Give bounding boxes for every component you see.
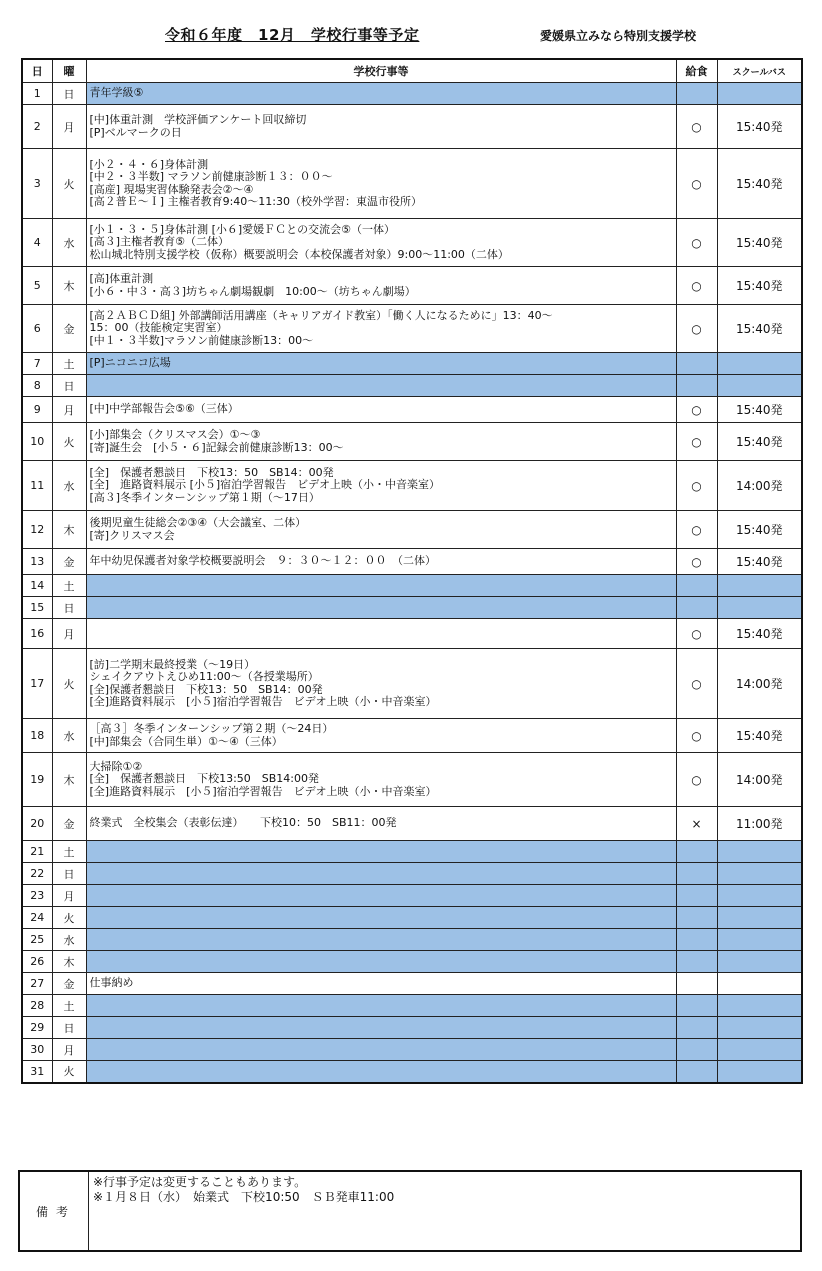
weekday-cell: 土 — [52, 353, 86, 375]
bus-cell — [717, 83, 802, 105]
events-cell: [小]部集会（クリスマス会）①～③ [寄]誕生会 [小５・６]記録会前健康診断13：00～ — [86, 423, 676, 461]
bus-cell — [717, 1061, 802, 1083]
weekday-cell: 月 — [52, 105, 86, 149]
day-cell: 30 — [22, 1039, 52, 1061]
table-row — [22, 219, 802, 267]
meal-cell — [676, 863, 717, 885]
weekday-cell: 日 — [52, 1017, 86, 1039]
events-cell: 終業式 全校集会（表彰伝達） 下校10：50 SB11：00発 — [86, 807, 676, 841]
notes-line: ※行事予定は変更することもあります。 — [93, 1175, 307, 1189]
weekday-cell: 火 — [52, 907, 86, 929]
table-row — [22, 719, 802, 753]
meal-cell: ○ — [676, 397, 717, 423]
weekday-cell: 日 — [52, 83, 86, 105]
weekday-cell: 日 — [52, 863, 86, 885]
events-cell — [86, 375, 676, 397]
meal-cell: ○ — [676, 149, 717, 219]
meal-cell — [676, 353, 717, 375]
weekday-cell: 水 — [52, 219, 86, 267]
day-cell: 25 — [22, 929, 52, 951]
meal-cell: ○ — [676, 423, 717, 461]
weekday-cell: 木 — [52, 267, 86, 305]
meal-cell — [676, 885, 717, 907]
events-cell — [86, 575, 676, 597]
bus-cell — [717, 973, 802, 995]
table-row — [22, 973, 802, 995]
events-cell: 青年学級⑤ — [86, 83, 676, 105]
table-row — [22, 951, 802, 973]
events-cell: 仕事納め — [86, 973, 676, 995]
day-cell: 12 — [22, 511, 52, 549]
bus-cell — [717, 951, 802, 973]
day-cell: 5 — [22, 267, 52, 305]
bus-cell — [717, 375, 802, 397]
bus-cell — [717, 353, 802, 375]
bus-cell — [717, 841, 802, 863]
meal-cell — [676, 597, 717, 619]
bus-cell: 15:40発 — [717, 549, 802, 575]
school-name: 愛媛県立みなら特別支援学校 — [540, 29, 697, 43]
day-cell: 2 — [22, 105, 52, 149]
table-row — [22, 1017, 802, 1039]
day-cell: 13 — [22, 549, 52, 575]
bus-cell: 15:40発 — [717, 511, 802, 549]
day-cell: 1 — [22, 83, 52, 105]
bus-cell — [717, 1017, 802, 1039]
events-cell — [86, 619, 676, 649]
notes-label: 備考 — [20, 1172, 89, 1250]
events-cell — [86, 907, 676, 929]
day-cell: 6 — [22, 305, 52, 353]
events-cell — [86, 1017, 676, 1039]
meal-cell: ○ — [676, 649, 717, 719]
weekday-cell: 火 — [52, 649, 86, 719]
meal-cell: ○ — [676, 105, 717, 149]
events-cell: 後期児童生徒総会②③④（大会議室、二体） [寄]クリスマス会 — [86, 511, 676, 549]
table-row — [22, 807, 802, 841]
weekday-cell: 木 — [52, 753, 86, 807]
weekday-cell: 金 — [52, 973, 86, 995]
table-header-row — [22, 59, 802, 83]
events-cell: [訪]二学期末最終授業（～19日） シェイクアウトえひめ11:00～（各授業場所） [全]保護者懇談日 下校13：50 SB14：00発 [全]進路資料展示 [小５]宿泊学習報告 ビデオ上映（小・中音楽室） — [86, 649, 676, 719]
events-cell — [86, 951, 676, 973]
meal-cell: ○ — [676, 753, 717, 807]
table-row — [22, 423, 802, 461]
weekday-cell: 土 — [52, 575, 86, 597]
events-cell — [86, 841, 676, 863]
bus-cell — [717, 929, 802, 951]
weekday-cell: 金 — [52, 305, 86, 353]
weekday-cell: 月 — [52, 1039, 86, 1061]
table-row — [22, 995, 802, 1017]
weekday-cell: 月 — [52, 619, 86, 649]
header-bus: スクールバス — [717, 59, 802, 83]
meal-cell — [676, 841, 717, 863]
notes-line: ※１月８日（水） 始業式 下校10:50 ＳＢ発車11:00 — [93, 1190, 395, 1204]
events-cell — [86, 597, 676, 619]
table-row — [22, 461, 802, 511]
table-row — [22, 575, 802, 597]
table-row — [22, 549, 802, 575]
meal-cell — [676, 929, 717, 951]
events-cell — [86, 1039, 676, 1061]
weekday-cell: 月 — [52, 885, 86, 907]
meal-cell: ○ — [676, 619, 717, 649]
events-cell: [小２・４・６]身体計測 [中２・３半数] マラソン前健康診断１３：００～ [高産] 現場実習体験発表会②～④ [高２普Ｅ～Ｉ] 主権者教育9:40～11:30（校外学習：東温市役所） — [86, 149, 676, 219]
table-row — [22, 841, 802, 863]
events-cell: 大掃除①② [全] 保護者懇談日 下校13:50 SB14:00発 [全]進路資料展示 [小５]宿泊学習報告 ビデオ上映（小・中音楽室） — [86, 753, 676, 807]
header-events: 学校行事等 — [86, 59, 676, 83]
weekday-cell: 日 — [52, 597, 86, 619]
events-cell: [小１・３・５]身体計測 [小６]愛媛ＦＣとの交流会⑤（一体） [高３]主権者教育⑤（二体） 松山城北特別支援学校（仮称）概要説明会（本校保護者対象）9:00～11:00（二体） — [86, 219, 676, 267]
day-cell: 19 — [22, 753, 52, 807]
meal-cell: ○ — [676, 719, 717, 753]
bus-cell — [717, 907, 802, 929]
table-row — [22, 305, 802, 353]
table-row — [22, 397, 802, 423]
weekday-cell: 土 — [52, 995, 86, 1017]
day-cell: 29 — [22, 1017, 52, 1039]
table-row — [22, 753, 802, 807]
bus-cell: 15:40発 — [717, 267, 802, 305]
bus-cell: 15:40発 — [717, 105, 802, 149]
events-cell: [高]体重計測 [小６・中３・高３]坊ちゃん劇場観劇 10:00～（坊ちゃん劇場） — [86, 267, 676, 305]
table-row — [22, 375, 802, 397]
meal-cell — [676, 995, 717, 1017]
page-title: 令和６年度 12月 学校行事等予定 — [165, 26, 420, 44]
events-cell: [全] 保護者懇談日 下校13：50 SB14：00発 [全] 進路資料展示 [小５]宿泊学習報告 ビデオ上映（小・中音楽室） [高３]冬季インターンシップ第１期（～17日） — [86, 461, 676, 511]
meal-cell — [676, 951, 717, 973]
weekday-cell: 水 — [52, 719, 86, 753]
events-cell — [86, 1061, 676, 1083]
table-row — [22, 863, 802, 885]
meal-cell: ○ — [676, 511, 717, 549]
day-cell: 3 — [22, 149, 52, 219]
events-cell: [中]体重計測 学校評価アンケート回収締切 [P]ベルマークの日 — [86, 105, 676, 149]
day-cell: 7 — [22, 353, 52, 375]
weekday-cell: 水 — [52, 461, 86, 511]
bus-cell: 14:00発 — [717, 649, 802, 719]
day-cell: 27 — [22, 973, 52, 995]
meal-cell — [676, 575, 717, 597]
table-row — [22, 885, 802, 907]
meal-cell — [676, 1017, 717, 1039]
bus-cell — [717, 885, 802, 907]
bus-cell: 15:40発 — [717, 397, 802, 423]
bus-cell: 15:40発 — [717, 619, 802, 649]
meal-cell — [676, 1039, 717, 1061]
meal-cell: ○ — [676, 461, 717, 511]
events-cell: [高２ＡＢＣＤ組] 外部講師活用講座（キャリアガイド教室）「働く人になるために」13：40～ 15：00（技能検定実習室） [中１・３半数]マラソン前健康診断13：00～ — [86, 305, 676, 353]
bus-cell — [717, 995, 802, 1017]
bus-cell: 15:40発 — [717, 149, 802, 219]
table-row — [22, 353, 802, 375]
meal-cell: ○ — [676, 267, 717, 305]
weekday-cell: 木 — [52, 951, 86, 973]
meal-cell: ○ — [676, 549, 717, 575]
day-cell: 4 — [22, 219, 52, 267]
bus-cell: 15:40発 — [717, 423, 802, 461]
day-cell: 15 — [22, 597, 52, 619]
day-cell: 18 — [22, 719, 52, 753]
weekday-cell: 火 — [52, 149, 86, 219]
meal-cell: × — [676, 807, 717, 841]
weekday-cell: 火 — [52, 1061, 86, 1083]
meal-cell: ○ — [676, 219, 717, 267]
notes-body — [89, 1172, 398, 1250]
day-cell: 9 — [22, 397, 52, 423]
events-cell: 年中幼児保護者対象学校概要説明会 ９：３０～１２：００ （二体） — [86, 549, 676, 575]
table-row — [22, 649, 802, 719]
weekday-cell: 土 — [52, 841, 86, 863]
events-cell — [86, 863, 676, 885]
header-meal: 給食 — [676, 59, 717, 83]
table-row — [22, 511, 802, 549]
day-cell: 26 — [22, 951, 52, 973]
bus-cell: 14:00発 — [717, 753, 802, 807]
weekday-cell: 水 — [52, 929, 86, 951]
day-cell: 31 — [22, 1061, 52, 1083]
events-cell: [P]ニコニコ広場 — [86, 353, 676, 375]
header-dow: 曜 — [52, 59, 86, 83]
day-cell: 14 — [22, 575, 52, 597]
weekday-cell: 木 — [52, 511, 86, 549]
bus-cell — [717, 597, 802, 619]
meal-cell — [676, 1061, 717, 1083]
table-row — [22, 619, 802, 649]
events-cell — [86, 995, 676, 1017]
table-row — [22, 83, 802, 105]
bus-cell: 15:40発 — [717, 219, 802, 267]
schedule-table — [21, 58, 803, 1084]
table-row — [22, 907, 802, 929]
meal-cell — [676, 375, 717, 397]
bus-cell: 11:00発 — [717, 807, 802, 841]
table-row — [22, 105, 802, 149]
day-cell: 22 — [22, 863, 52, 885]
weekday-cell: 金 — [52, 807, 86, 841]
notes-box — [18, 1170, 802, 1252]
table-row — [22, 149, 802, 219]
table-row — [22, 1061, 802, 1083]
day-cell: 8 — [22, 375, 52, 397]
table-row — [22, 267, 802, 305]
day-cell: 10 — [22, 423, 52, 461]
bus-cell — [717, 575, 802, 597]
bus-cell — [717, 1039, 802, 1061]
events-cell: ［高３］冬季インターンシップ第２期（～24日） [中]部集会（合同生単）①～④（三体） — [86, 719, 676, 753]
bus-cell: 15:40発 — [717, 305, 802, 353]
events-cell: [中]中学部報告会⑤⑥（三体） — [86, 397, 676, 423]
table-row — [22, 597, 802, 619]
table-row — [22, 1039, 802, 1061]
events-cell — [86, 885, 676, 907]
meal-cell — [676, 83, 717, 105]
day-cell: 24 — [22, 907, 52, 929]
weekday-cell: 火 — [52, 423, 86, 461]
day-cell: 23 — [22, 885, 52, 907]
day-cell: 11 — [22, 461, 52, 511]
meal-cell — [676, 973, 717, 995]
weekday-cell: 月 — [52, 397, 86, 423]
bus-cell: 15:40発 — [717, 719, 802, 753]
day-cell: 21 — [22, 841, 52, 863]
meal-cell — [676, 907, 717, 929]
day-cell: 28 — [22, 995, 52, 1017]
day-cell: 16 — [22, 619, 52, 649]
bus-cell — [717, 863, 802, 885]
header-day: 日 — [22, 59, 52, 83]
weekday-cell: 日 — [52, 375, 86, 397]
events-cell — [86, 929, 676, 951]
meal-cell: ○ — [676, 305, 717, 353]
weekday-cell: 金 — [52, 549, 86, 575]
day-cell: 20 — [22, 807, 52, 841]
day-cell: 17 — [22, 649, 52, 719]
table-row — [22, 929, 802, 951]
bus-cell: 14:00発 — [717, 461, 802, 511]
